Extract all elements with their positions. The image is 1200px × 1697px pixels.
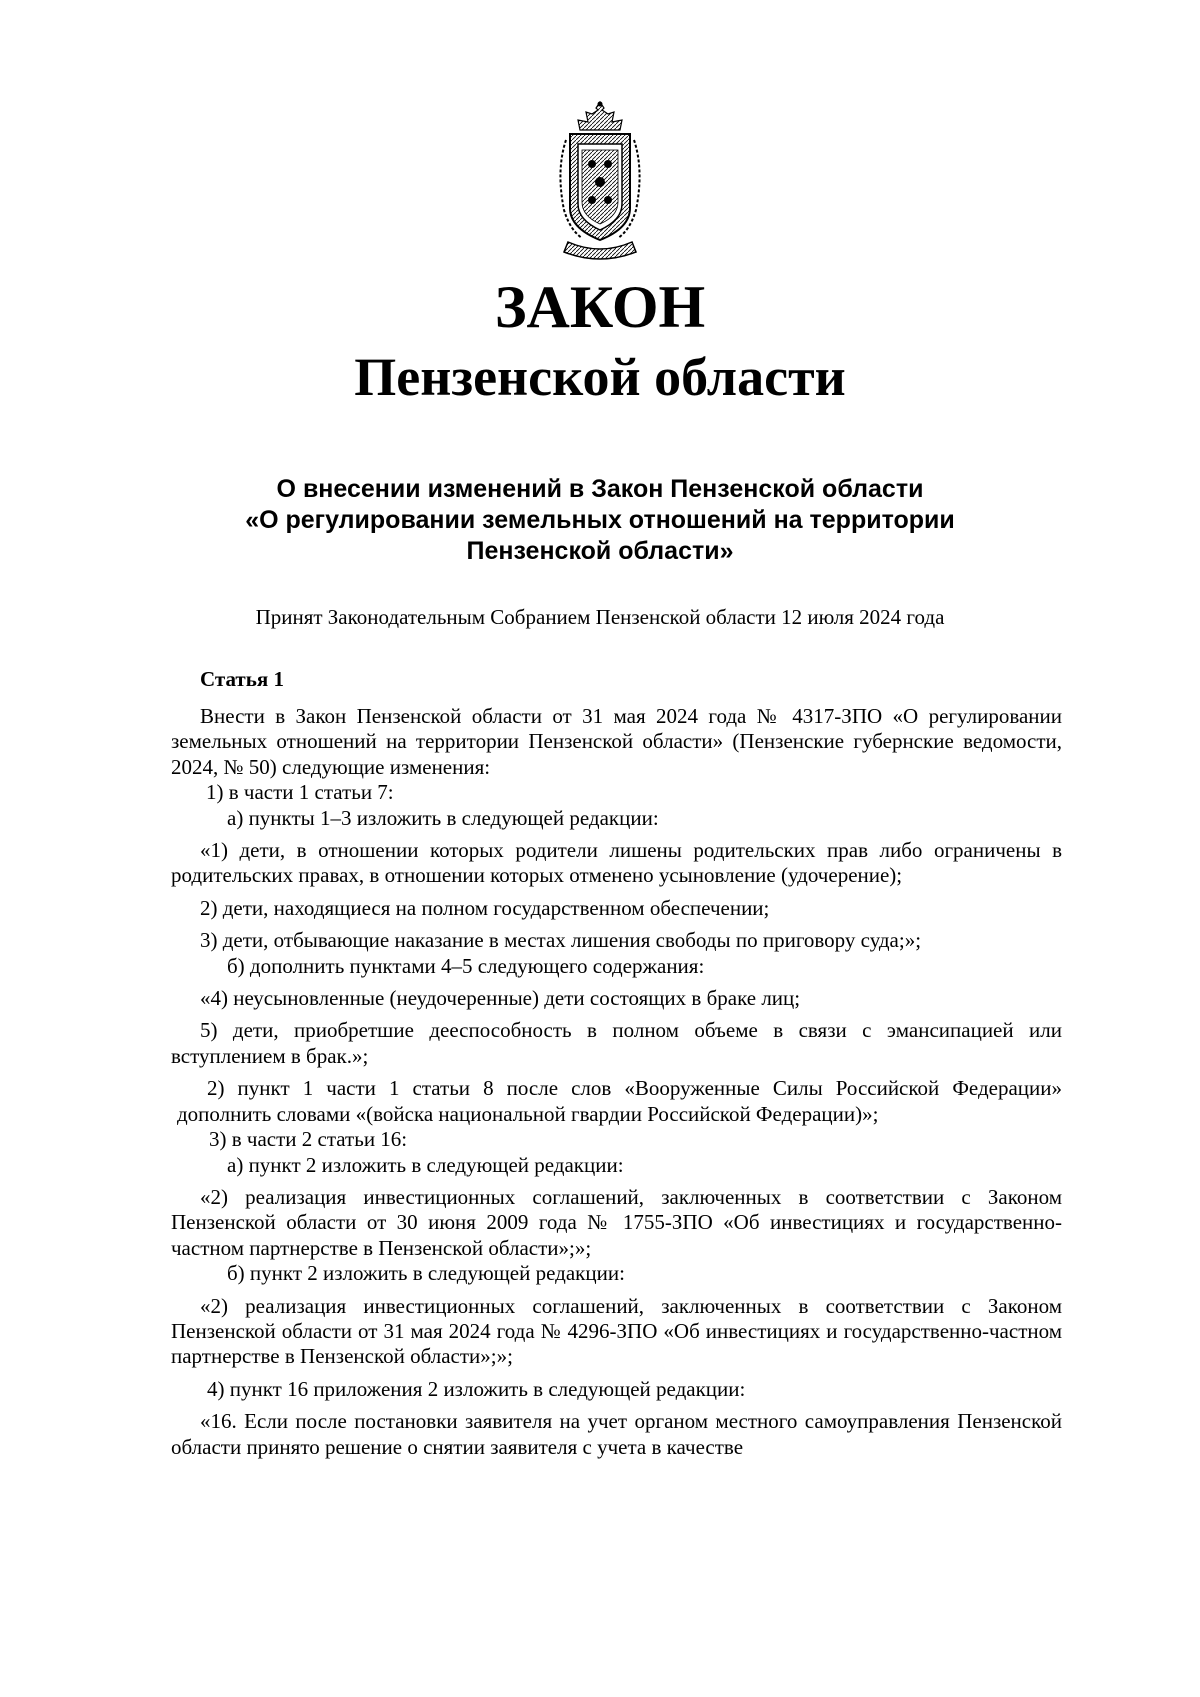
amendment-subitem: а) пункты 1–3 изложить в следующей редакции: bbox=[227, 805, 659, 830]
law-region-title: Пензенской области bbox=[354, 347, 846, 407]
coat-of-arms-icon bbox=[552, 100, 648, 260]
amendment-subitem: б) пункт 2 изложить в следующей редакции: bbox=[227, 1261, 625, 1286]
amendment-item: 4) пункт 16 приложения 2 изложить в следующей редакции: bbox=[207, 1376, 746, 1401]
subject-line: Пензенской области» bbox=[466, 537, 734, 565]
article-heading: Статья 1 bbox=[200, 667, 284, 691]
amendment-item: 3) в части 2 статьи 16: bbox=[209, 1127, 408, 1152]
law-subject bbox=[160, 474, 1040, 567]
amendment-item: 2) пункт 1 части 1 статьи 8 после слов «Вооруженные Силы Российской Федерации» дополнить словами «(войска национальной гвардии Российской Федерации)»; bbox=[177, 1076, 1062, 1126]
quoted-text: 3) дети, отбывающие наказание в местах лишения свободы по приговору суда;»; bbox=[200, 928, 922, 953]
subject-line: О внесении изменений в Закон Пензенской области bbox=[276, 475, 924, 503]
article-intro: Внести в Закон Пензенской области от 31 мая 2024 года № 4317-ЗПО «О регулировании земельных отношений на территории Пензенской области» (Пензенские губернские ведомости, 2024, № 50) следующие изменения: bbox=[171, 704, 1062, 779]
article-body bbox=[171, 704, 1062, 1460]
amendment-subitem: а) пункт 2 изложить в следующей редакции: bbox=[227, 1152, 624, 1177]
quoted-text: «16. Если после постановки заявителя на учет органом местного самоуправления Пензенской области принято решение о снятии заявителя с учета в качестве bbox=[171, 1409, 1062, 1459]
subject-line: «О регулировании земельных отношений на территории bbox=[245, 506, 955, 534]
adoption-note: Принят Законодательным Собранием Пензенской области 12 июля 2024 года bbox=[255, 605, 945, 629]
law-title: ЗАКОН bbox=[494, 274, 706, 340]
quoted-text: 2) дети, находящиеся на полном государственном обеспечении; bbox=[200, 895, 770, 920]
quoted-text: «2) реализация инвестиционных соглашений, заключенных в соответствии с Законом Пензенской области от 31 мая 2024 года № 4296-ЗПО «Об инвестициях и государственно-частном партнерстве в Пензенской области»;»; bbox=[171, 1293, 1062, 1369]
amendment-item: 1) в части 1 статьи 7: bbox=[206, 780, 394, 805]
amendment-subitem: б) дополнить пунктами 4–5 следующего содержания: bbox=[227, 953, 705, 978]
quoted-text: 5) дети, приобретшие дееспособность в полном объеме в связи с эмансипацией или вступлением в брак.»; bbox=[171, 1018, 1062, 1068]
quoted-text: «1) дети, в отношении которых родители лишены родительских прав либо ограничены в родительских правах, в отношении которых отменено усыновление (удочерение); bbox=[171, 838, 1062, 888]
quoted-text: «4) неусыновленные (неудочеренные) дети состоящих в браке лиц; bbox=[200, 986, 801, 1011]
quoted-text: «2) реализация инвестиционных соглашений, заключенных в соответствии с Законом Пензенской области от 30 июня 2009 года № 1755-ЗПО «Об инвестициях и государственно-частном партнерстве в Пензенской области»;»; bbox=[171, 1184, 1062, 1260]
